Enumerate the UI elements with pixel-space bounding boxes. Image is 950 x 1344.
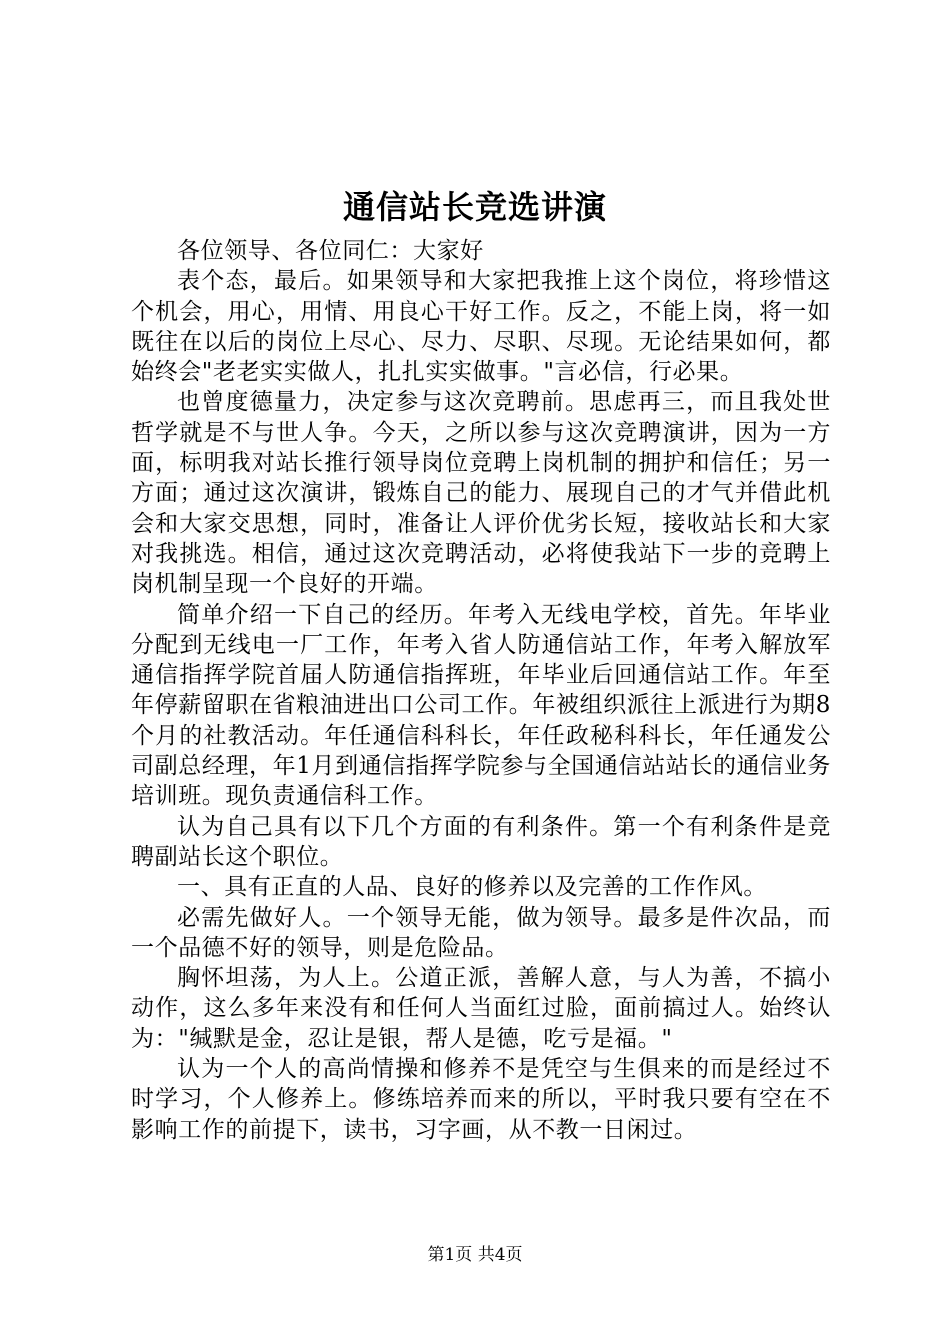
paragraph: 必需先做好人。一个领导无能，做为领导。最多是件次品，而一个品德不好的领导，则是危险品。 <box>131 904 831 961</box>
paragraph: 认为自己具有以下几个方面的有利条件。第一个有利条件是竞聘副站长这个职位。 <box>131 813 831 870</box>
section-heading: 一、具有正直的人品、良好的修养以及完善的工作作风。 <box>177 874 767 901</box>
paragraph-greeting: 各位领导、各位同仁：大家好 <box>177 238 484 264</box>
document-title: 通信站长竞选讲演 <box>342 188 607 226</box>
page-number-footer: 第1页 共4页 <box>427 1245 523 1265</box>
document-body <box>131 236 831 1145</box>
paragraph: 简单介绍一下自己的经历。年考入无线电学校，首先。年毕业分配到无线电一厂工作，年考入省人防通信站工作，年考入解放军通信指挥学院首届人防通信指挥班，年毕业后回通信站工作。年至年停薪留职在省粮油进出口公司工作。年被组织派往上派进行为期8个月的社教活动。年任通信科科长，年任政秘科科长，年任通发公司副总经理，年1月到通信指挥学院参与全国通信站站长的通信业务培训班。现负责通信科工作。 <box>131 601 831 810</box>
paragraph: 也曾度德量力，决定参与这次竞聘前。思虑再三，而且我处世哲学就是不与世人争。今天，之所以参与这次竞聘演讲，因为一方面，标明我对站长推行领导岗位竞聘上岗机制的拥护和信任；另一方面；通过这次演讲，锻炼自己的能力、展现自己的才气并借此机会和大家交思想，同时，准备让人评价优劣长短，接收站长和大家对我挑选。相信，通过这次竞聘活动，必将使我站下一步的竞聘上岗机制呈现一个良好的开端。 <box>131 389 831 598</box>
paragraph: 认为一个人的高尚情操和修养不是凭空与生俱来的而是经过不时学习，个人修养上。修练培养而来的所以，平时我只要有空在不影响工作的前提下，读书，习字画，从不教一日闲过。 <box>131 1056 831 1143</box>
paragraph: 表个态，最后。如果领导和大家把我推上这个岗位，将珍惜这个机会，用心，用情、用良心干好工作。反之，不能上岗，将一如既往在以后的岗位上尽心、尽力、尽职、尽现。无论结果如何，都始终会"老老实实做人，扎扎实实做事。"言必信，行必果。 <box>131 268 831 386</box>
paragraph: 胸怀坦荡，为人上。公道正派，善解人意，与人为善，不搞小动作，这么多年来没有和任何人当面红过脸，面前搞过人。始终认为："缄默是金，忍让是银，帮人是德，吃亏是福。" <box>131 965 831 1052</box>
